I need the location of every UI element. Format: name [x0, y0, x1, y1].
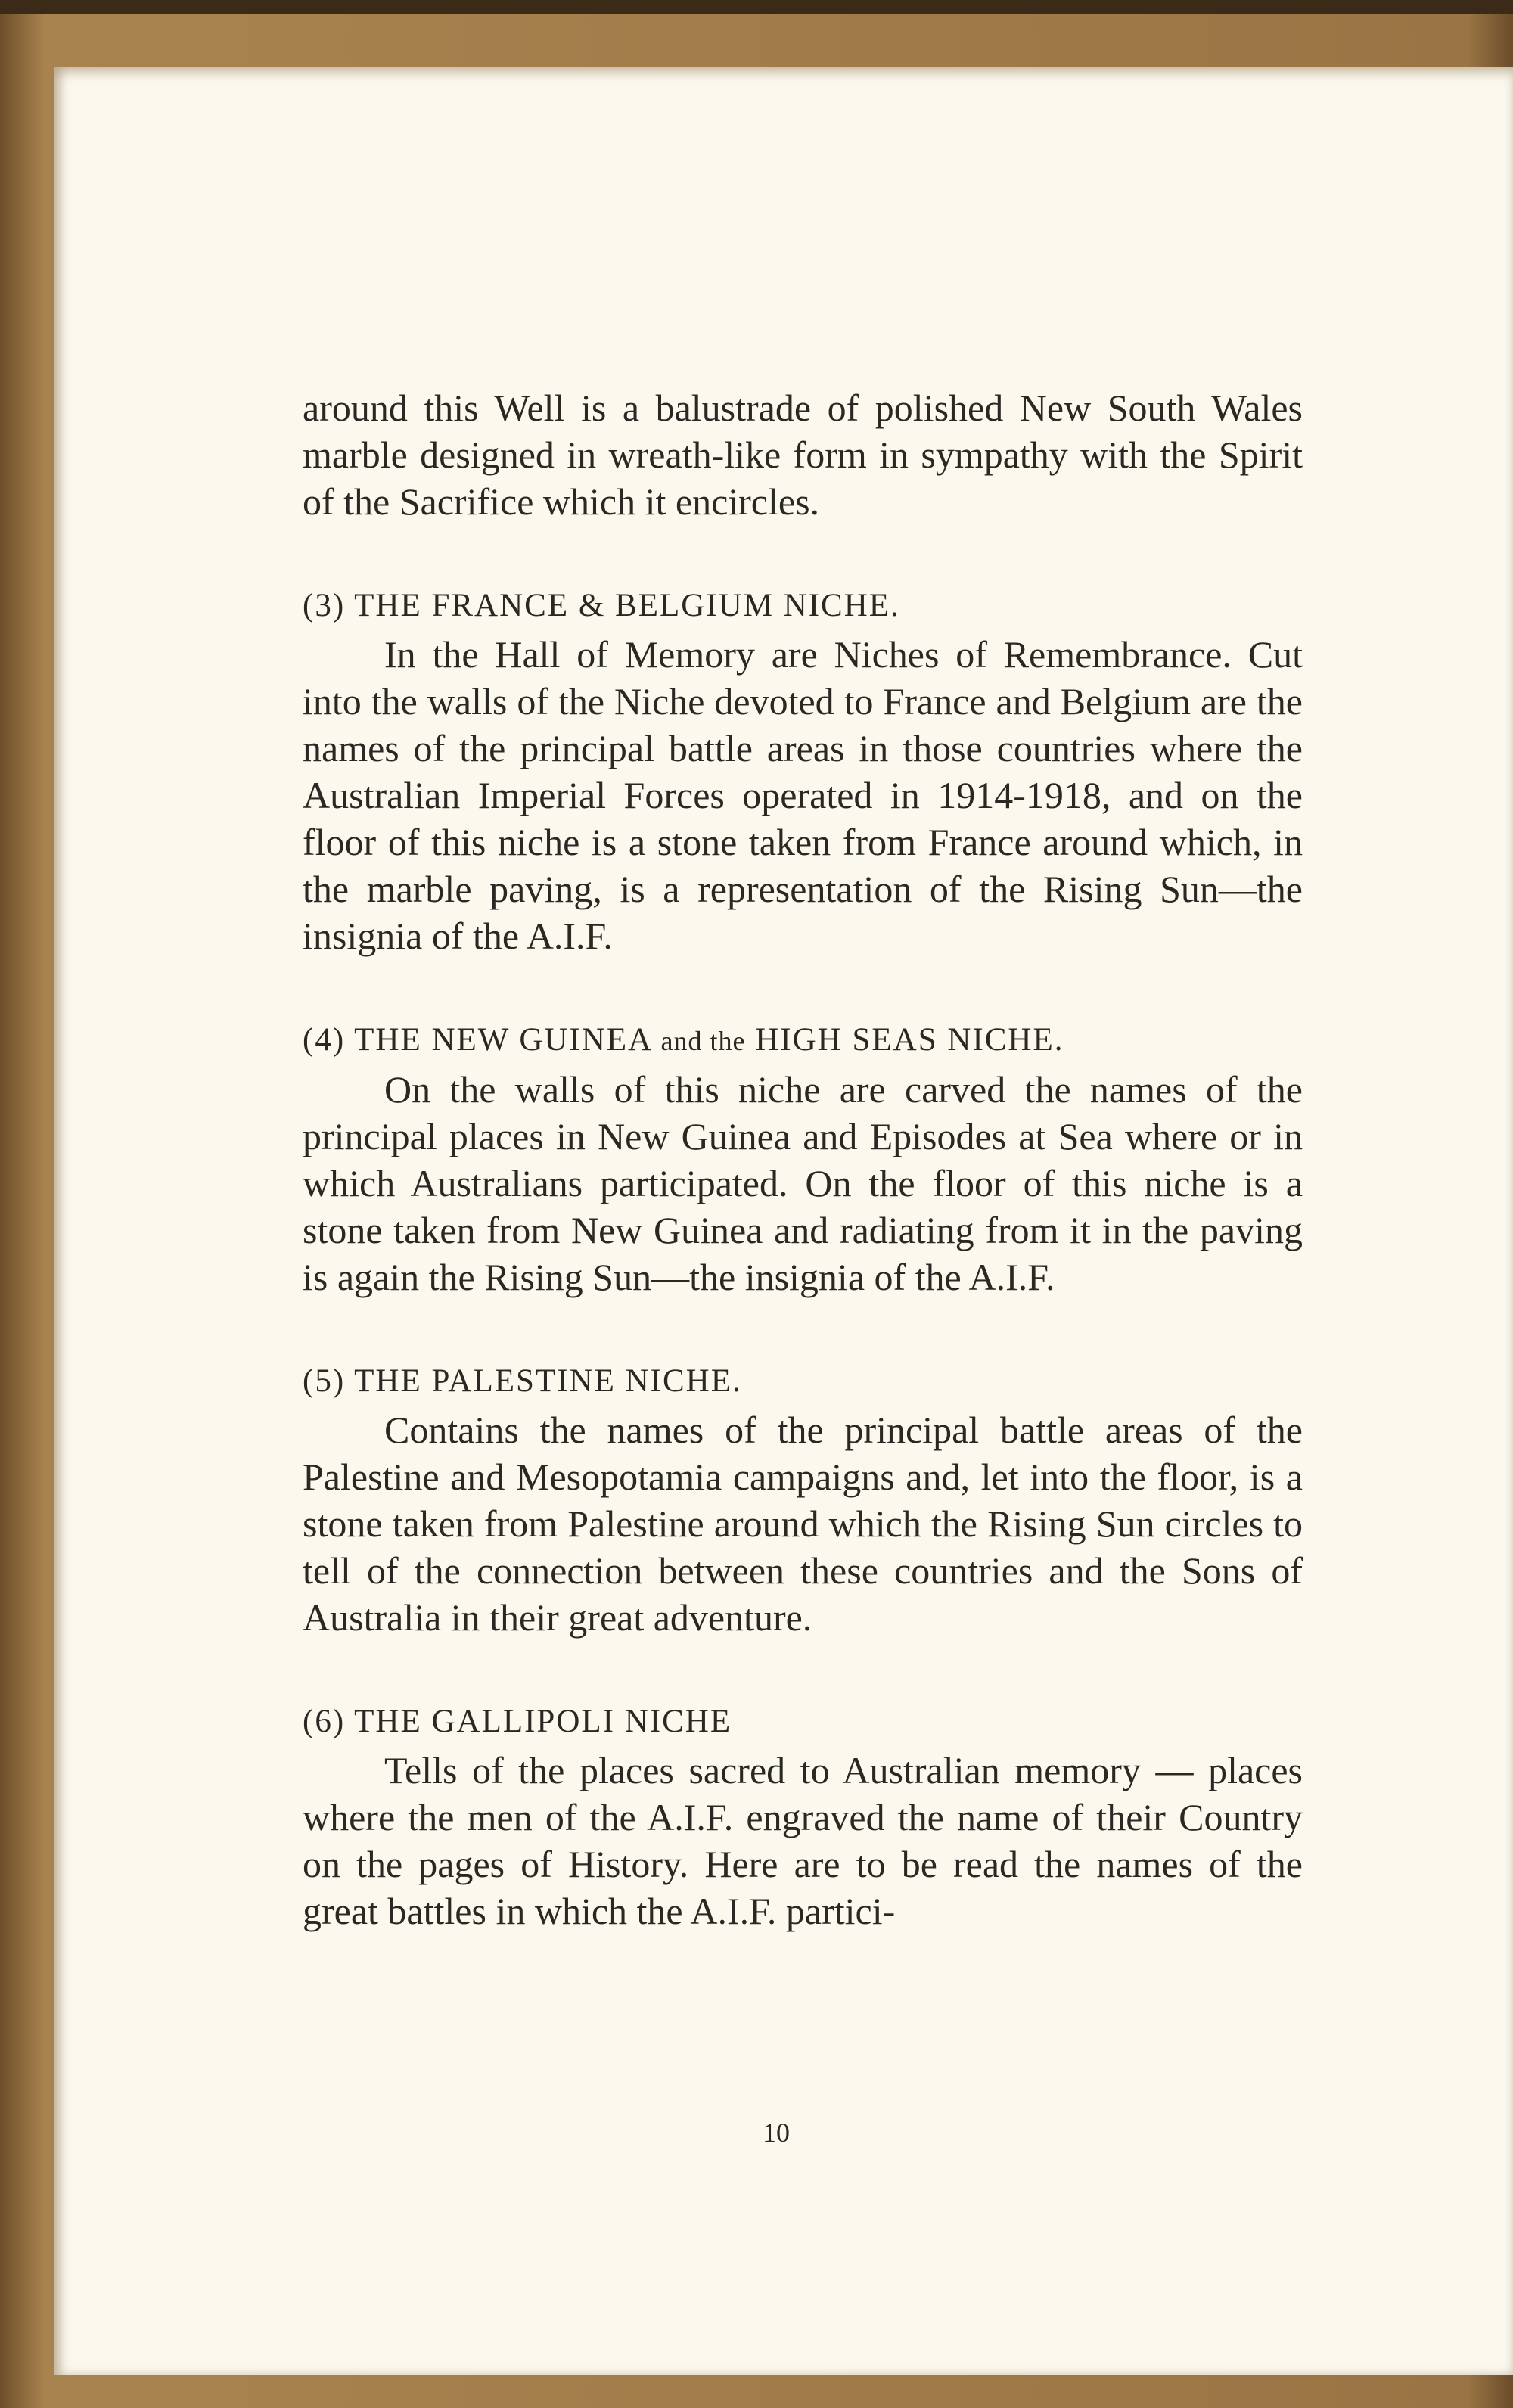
section-body-new-guinea: On the walls of this niche are carved the names of the principal places in New Guinea and Episodes at Sea where or in which Australians participated. On the floor of this niche is a stone taken from New Guinea and radiating from it in the paving is again the Rising Sun—the insignia of the A.I.F.: [303, 1068, 1303, 1298]
page-text: [303, 384, 1303, 1934]
intro-paragraph: around this Well is a balustrade of polished New South Wales marble designed in wreath-like form in sympathy with the Spirit of the Sacrifice which it encircles.: [303, 387, 1303, 523]
section-body-france-belgium: In the Hall of Memory are Niches of Remembrance. Cut into the walls of the Niche devoted to France and Belgium are the names of the principal battle areas in those countries where the Australian Imperial Forces operated in 1914-1918, and on the floor of this niche is a stone taken from France around which, in the marble paving, is a representation of the Rising Sun—the insignia of the A.I.F.: [303, 633, 1303, 957]
section-heading-new-guinea: [303, 1017, 1303, 1064]
page-number: 10: [763, 2117, 790, 2148]
section-heading-palestine: [303, 1358, 1303, 1405]
section-number: (4): [303, 1022, 346, 1058]
section-heading-france-belgium: [303, 583, 1303, 629]
section-title: THE PALESTINE NICHE.: [354, 1363, 742, 1399]
section-heading-gallipoli: [303, 1698, 1303, 1745]
section-title: THE NEW GUINEA: [354, 1022, 651, 1058]
section-body-gallipoli: Tells of the places sacred to Australian memory — places where the men of the A.I.F. engraved the name of their Country on the pages of History. Here are to be read the names of the great battles in which the A.I.F. partici-: [303, 1749, 1303, 1932]
section-title: THE GALLIPOLI NICHE: [354, 1704, 732, 1739]
section-number: (3): [303, 588, 346, 623]
section-number: (5): [303, 1363, 346, 1399]
section-number: (6): [303, 1704, 346, 1739]
book-edge: [0, 0, 1513, 14]
section-body-palestine: Contains the names of the principal battle areas of the Palestine and Mesopotamia campaigns and, let into the floor, is a stone taken from Palestine around which the Rising Sun circles to tell of the connection between these countries and the Sons of Australia in their great adventure.: [303, 1409, 1303, 1639]
section-title-conjunction: and the: [660, 1026, 746, 1056]
section-title: THE FRANCE & BELGIUM NICHE.: [354, 588, 900, 623]
section-title-rest: HIGH SEAS NICHE.: [755, 1022, 1064, 1058]
